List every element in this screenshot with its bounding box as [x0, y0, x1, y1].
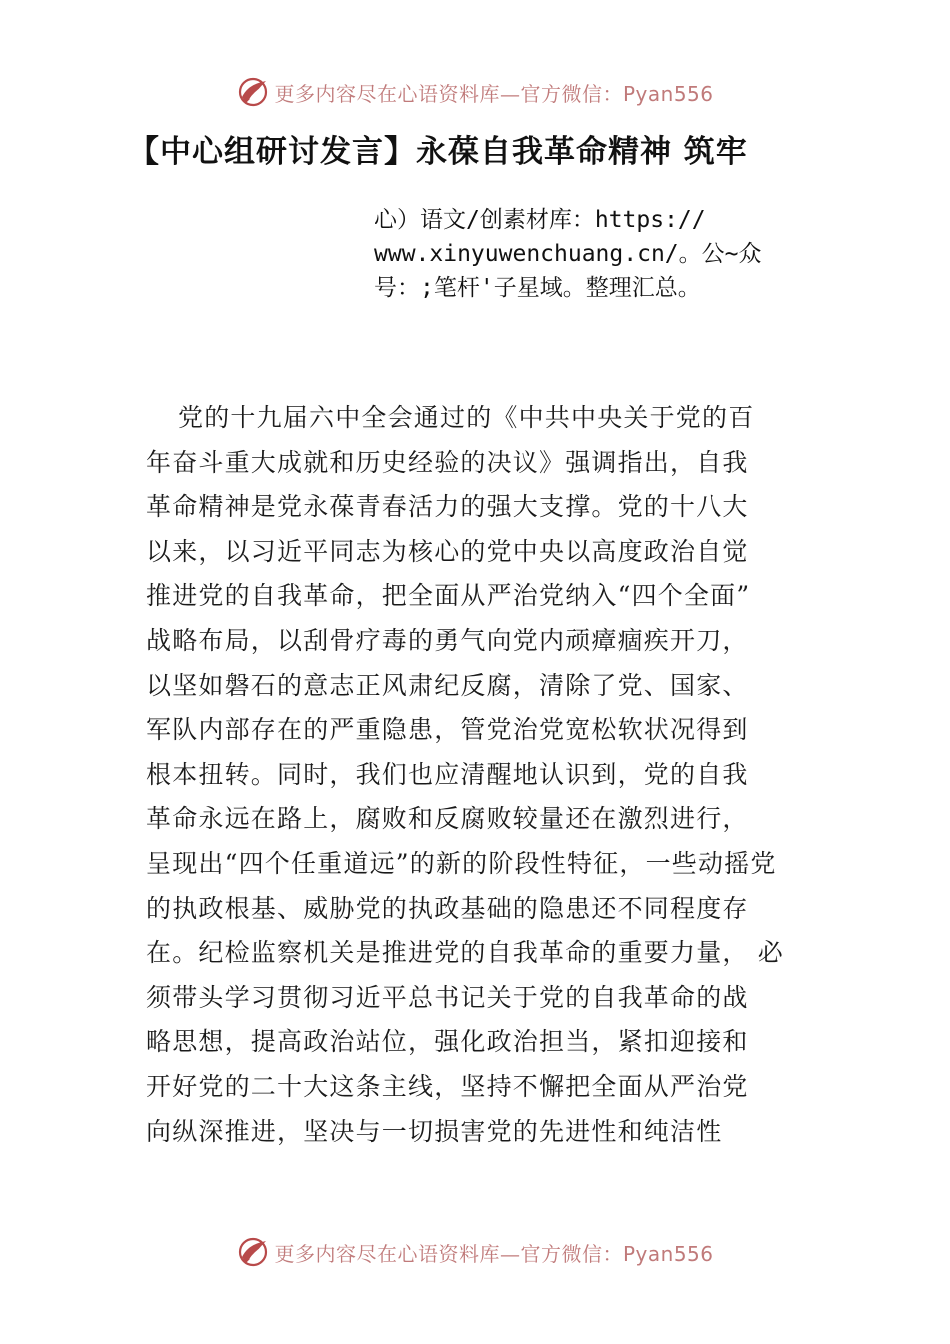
brand-logo-icon: [236, 1235, 270, 1269]
source-line: 号：;笔杆'子星域。整理汇总。: [374, 275, 701, 301]
footer-banner-text: 更多内容尽在心语资料库—官方微信：Pyan556: [274, 1241, 714, 1266]
document-title: 【中心组研讨发言】永葆自我革命精神 筑牢: [128, 134, 748, 170]
footer-banner: [0, 1232, 950, 1272]
body-line: 推进党的自我革命，把全面从严治党纳入“四个全面”: [146, 581, 751, 611]
body-line: 党的十九届六中全会通过的《中共中央关于党的百: [178, 403, 755, 432]
body-line: 的执政根基、威胁党的执政基础的隐患还不同程度存: [146, 893, 749, 923]
source-line: www.xinyuwenchuang.cn/。公~众: [374, 241, 762, 267]
body-paragraph: [146, 396, 818, 1154]
body-line: 年奋斗重大成就和历史经验的决议》强调指出，自我: [146, 447, 749, 477]
body-line: 战略布局，以刮骨疗毒的勇气向党内顽瘴痼疾开刀，: [146, 625, 749, 655]
header-banner-text: 更多内容尽在心语资料库—官方微信：Pyan556: [274, 81, 714, 106]
body-line: 以坚如磐石的意志正风肃纪反腐，清除了党、国家、: [146, 670, 749, 700]
body-line: 军队内部存在的严重隐患，管党治党宽松软状况得到: [146, 715, 749, 745]
body-line: 呈现出“四个任重道远”的新的阶段性特征，一些动摇党: [146, 848, 777, 878]
body-line: 根本扭转。同时，我们也应清醒地认识到，党的自我: [146, 759, 749, 789]
body-line: 略思想，提高政治站位，强化政治担当，紧扣迎接和: [146, 1027, 749, 1057]
header-banner: [0, 72, 950, 112]
body-line: 向纵深推进，坚决与一切损害党的先进性和纯洁性: [146, 1116, 723, 1146]
source-line: 心）语文/创素材库：https://: [374, 207, 706, 233]
brand-logo-icon: [236, 75, 270, 109]
source-note: [374, 203, 814, 305]
body-line: 在。纪检监察机关是推进党的自我革命的重要力量， 必: [146, 938, 784, 968]
body-line: 革命永远在路上，腐败和反腐败较量还在激烈进行，: [146, 804, 749, 834]
body-line: 开好党的二十大这条主线，坚持不懈把全面从严治党: [146, 1071, 749, 1101]
body-line: 革命精神是党永葆青春活力的强大支撑。党的十八大: [146, 492, 749, 522]
body-line: 以来，以习近平同志为核心的党中央以高度政治自觉: [146, 536, 749, 566]
body-line: 须带头学习贯彻习近平总书记关于党的自我革命的战: [146, 982, 749, 1012]
